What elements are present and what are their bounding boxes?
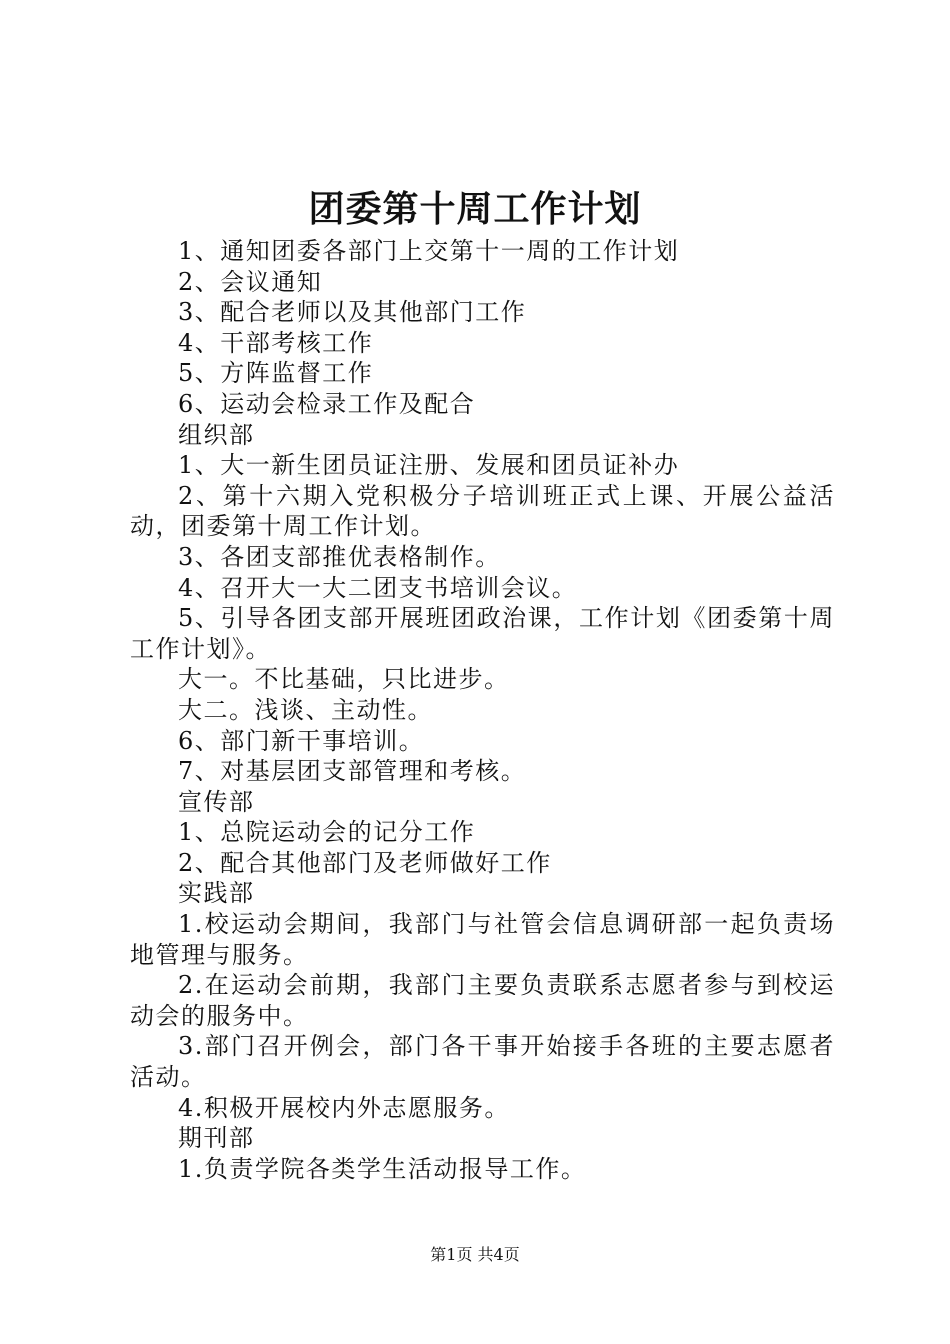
paragraph: 4.积极开展校内外志愿服务。 — [178, 1093, 510, 1122]
paragraph: 5、引导各团支部开展班团政治课，工作计划《团委第十周工作计划》。 — [130, 604, 835, 663]
paragraph: 4、召开大一大二团支书培训会议。 — [178, 573, 578, 602]
document-body — [130, 236, 835, 1184]
section-heading-practice: 实践部 — [178, 879, 255, 908]
paragraph: 3、各团支部推优表格制作。 — [178, 542, 501, 571]
page-total: 共4页 — [477, 1245, 520, 1264]
paragraph: 1、大一新生团员证注册、发展和团员证补办 — [178, 451, 680, 480]
section-heading-publicity: 宣传部 — [178, 787, 255, 816]
paragraph: 2、配合其他部门及老师做好工作 — [178, 848, 552, 877]
paragraph: 6、运动会检录工作及配合 — [178, 389, 476, 418]
page-number: 第1页 — [430, 1245, 473, 1264]
paragraph: 6、部门新干事培训。 — [178, 726, 425, 755]
paragraph: 2.在运动会前期，我部门主要负责联系志愿者参与到校运动会的服务中。 — [130, 971, 835, 1030]
paragraph: 5、方阵监督工作 — [178, 359, 374, 388]
page-title: 团委第十周工作计划 — [308, 188, 642, 230]
paragraph: 大一。不比基础，只比进步。 — [178, 665, 510, 694]
section-heading-journal: 期刊部 — [178, 1124, 255, 1153]
paragraph: 大二。浅谈、主动性。 — [178, 695, 433, 724]
paragraph: 1.负责学院各类学生活动报导工作。 — [178, 1154, 587, 1183]
paragraph: 7、对基层团支部管理和考核。 — [178, 757, 527, 786]
paragraph: 1.校运动会期间，我部门与社管会信息调研部一起负责场地管理与服务。 — [130, 910, 835, 969]
paragraph: 3.部门召开例会，部门各干事开始接手各班的主要志愿者活动。 — [130, 1032, 835, 1092]
paragraph: 2、会议通知 — [178, 267, 323, 296]
page-footer — [0, 1243, 950, 1267]
paragraph: 1、总院运动会的记分工作 — [178, 818, 476, 847]
paragraph: 4、干部考核工作 — [178, 328, 374, 357]
section-heading-organization: 组织部 — [178, 420, 255, 449]
paragraph: 2、第十六期入党积极分子培训班正式上课、开展公益活动，团委第十周工作计划。 — [130, 481, 835, 541]
paragraph: 1、通知团委各部门上交第十一周的工作计划 — [178, 237, 680, 265]
paragraph: 3、配合老师以及其他部门工作 — [178, 298, 527, 327]
